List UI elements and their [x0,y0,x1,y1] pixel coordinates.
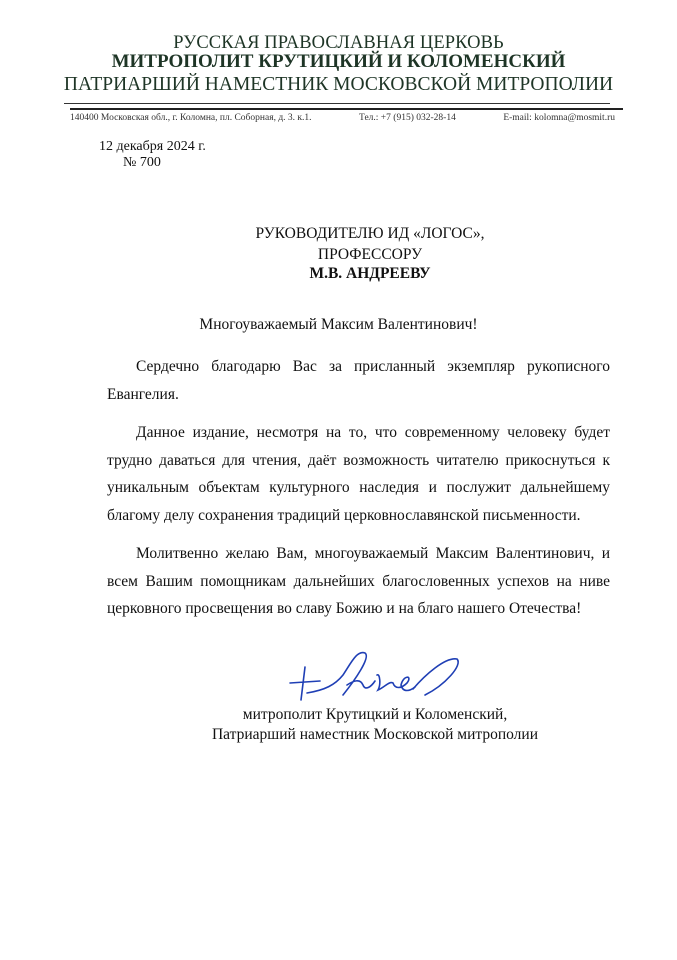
divider [70,108,623,110]
paragraph: Молитвенно желаю Вам, многоуважаемый Максим Валентинович, и всем Вашим помощникам дальнейших благословенных успехов на ниве церковного просвещения во славу Божию и на благо нашего Отечества! [107,545,610,617]
addressee-line: РУКОВОДИТЕЛЮ ИД «ЛОГОС», [255,225,485,242]
letterhead-subtitle: ПАТРИАРШИЙ НАМЕСТНИК МОСКОВСКОЙ МИТРОПОЛИИ [63,74,614,95]
signatory-title: Патриарший наместник Московской митрополии [211,726,538,743]
letter-number: № 700 [123,155,161,170]
addressee-name: М.В. АНДРЕЕВУ [309,265,431,282]
letterhead-title: МИТРОПОЛИТ КРУТИЦКИЙ И КОЛОМЕНСКИЙ [111,51,566,72]
paragraph: Сердечно благодарю Вас за присланный экземпляр рукописного Евангелия. [107,358,610,403]
phone: Тел.: +7 (915) 032-28-14 [359,113,456,123]
signatory-title: митрополит Крутицкий и Коломенский, [242,706,508,723]
letter-date: 12 декабря 2024 г. [99,139,206,154]
signature [285,645,465,705]
paragraph: Данное издание, несмотря на то, что современному человеку будет трудно даваться для чтения, даёт возможность читателю прикоснуться к уникальным объектам культурного наследия и послужит дальнейшему благому делу сохранения традиций церковнославянской письменности. [107,424,610,524]
contacts-line [70,113,615,123]
letterhead-church: РУССКАЯ ПРАВОСЛАВНАЯ ЦЕРКОВЬ [173,33,504,53]
divider [64,103,610,104]
address: 140400 Московская обл., г. Коломна, пл. Соборная, д. 3. к.1. [70,113,312,123]
greeting: Многоуважаемый Максим Валентинович! [199,316,478,333]
addressee-line: ПРОФЕССОРУ [317,246,423,263]
email: E-mail: kolomna@mosmit.ru [503,113,615,123]
